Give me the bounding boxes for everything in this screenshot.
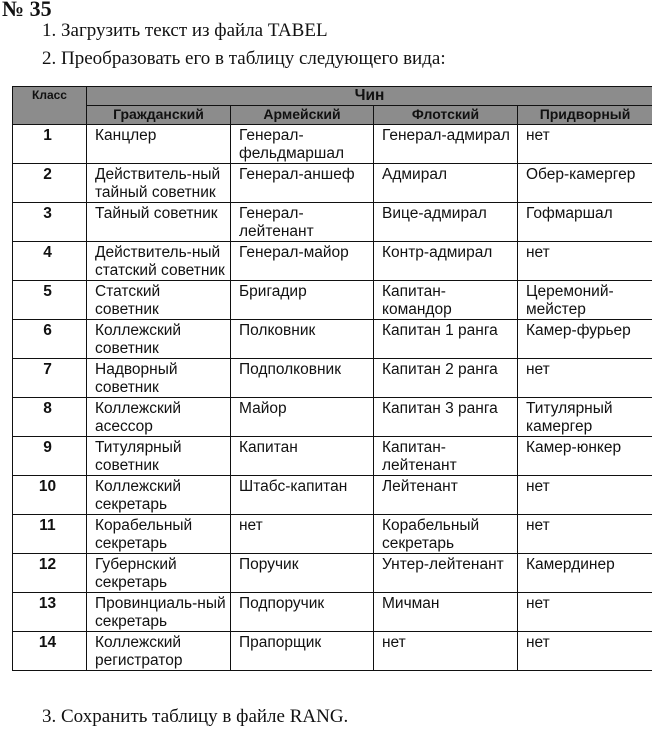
cell-court: Камер-юнкер — [518, 437, 652, 476]
cell-civil: Коллежский асессор — [87, 398, 231, 437]
cell-civil: Действитель-ный тайный советник — [87, 164, 231, 203]
cell-court: нет — [518, 515, 652, 554]
cell-cls: 11 — [13, 515, 87, 554]
cell-navy: Генерал-адмирал — [374, 125, 518, 164]
table-row — [13, 554, 652, 593]
cell-court: Гофмаршал — [518, 203, 652, 242]
cell-court: нет — [518, 242, 652, 281]
cell-court: Церемоний-мейстер — [518, 281, 652, 320]
cell-civil: Надворный советник — [87, 359, 231, 398]
cell-navy: Унтер-лейтенант — [374, 554, 518, 593]
rank-table — [12, 86, 652, 671]
cell-cls: 12 — [13, 554, 87, 593]
cell-court: нет — [518, 359, 652, 398]
table-row — [13, 515, 652, 554]
cell-civil: Губернский секретарь — [87, 554, 231, 593]
table-row — [13, 242, 652, 281]
cell-cls: 10 — [13, 476, 87, 515]
cell-navy: Капитан 3 ранга — [374, 398, 518, 437]
cell-cls: 9 — [13, 437, 87, 476]
cell-cls: 1 — [13, 125, 87, 164]
header-class: Класс — [13, 87, 87, 125]
cell-army: Капитан — [231, 437, 374, 476]
header-civil: Гражданский — [87, 106, 231, 125]
cell-cls: 3 — [13, 203, 87, 242]
cell-army: Штабс-капитан — [231, 476, 374, 515]
cell-court: Камер-фурьер — [518, 320, 652, 359]
cell-navy: Вице-адмирал — [374, 203, 518, 242]
table-row — [13, 320, 652, 359]
cell-cls: 5 — [13, 281, 87, 320]
cell-cls: 8 — [13, 398, 87, 437]
cell-navy: Мичман — [374, 593, 518, 632]
cell-navy: нет — [374, 632, 518, 671]
cell-army: Подполковник — [231, 359, 374, 398]
cell-army: Полковник — [231, 320, 374, 359]
rank-table-body — [13, 125, 652, 671]
table-row — [13, 632, 652, 671]
cell-army: Генерал-аншеф — [231, 164, 374, 203]
cell-civil: Корабельный секретарь — [87, 515, 231, 554]
cell-civil: Коллежский советник — [87, 320, 231, 359]
cell-navy: Корабельный секретарь — [374, 515, 518, 554]
table-row — [13, 359, 652, 398]
cell-court: Камердинер — [518, 554, 652, 593]
cell-civil: Тайный советник — [87, 203, 231, 242]
cell-cls: 6 — [13, 320, 87, 359]
cell-civil: Коллежский регистратор — [87, 632, 231, 671]
cell-army: Бригадир — [231, 281, 374, 320]
cell-court: Обер-камергер — [518, 164, 652, 203]
cell-navy: Капитан 2 ранга — [374, 359, 518, 398]
cell-navy: Капитан-командор — [374, 281, 518, 320]
cell-army: Генерал-лейтенант — [231, 203, 374, 242]
cell-navy: Контр-адмирал — [374, 242, 518, 281]
cell-cls: 4 — [13, 242, 87, 281]
cell-court: нет — [518, 632, 652, 671]
cell-court: Титулярный камергер — [518, 398, 652, 437]
cell-army: нет — [231, 515, 374, 554]
cell-navy: Капитан 1 ранга — [374, 320, 518, 359]
cell-army: Прапорщик — [231, 632, 374, 671]
cell-civil: Действитель-ный статский советник — [87, 242, 231, 281]
step-transform-table: 2. Преобразовать его в таблицу следующего вида: — [42, 48, 446, 69]
cell-army: Подпоручик — [231, 593, 374, 632]
cell-civil: Канцлер — [87, 125, 231, 164]
table-row — [13, 476, 652, 515]
step-load-text: 1. Загрузить текст из файла TABEL — [42, 20, 328, 41]
cell-navy: Адмирал — [374, 164, 518, 203]
cell-cls: 13 — [13, 593, 87, 632]
table-row — [13, 593, 652, 632]
problem-number: № 35 — [2, 0, 52, 21]
cell-cls: 14 — [13, 632, 87, 671]
step-save-table: 3. Сохранить таблицу в файле RANG. — [42, 706, 349, 727]
cell-army: Майор — [231, 398, 374, 437]
cell-court: нет — [518, 476, 652, 515]
header-army: Армейский — [231, 106, 374, 125]
header-rank: Чин — [87, 87, 652, 106]
cell-court: нет — [518, 125, 652, 164]
cell-civil: Провинциаль-ный секретарь — [87, 593, 231, 632]
cell-cls: 2 — [13, 164, 87, 203]
cell-army: Генерал-майор — [231, 242, 374, 281]
cell-civil: Коллежский секретарь — [87, 476, 231, 515]
cell-army: Генерал-фельдмаршал — [231, 125, 374, 164]
rank-table-header — [13, 87, 652, 125]
cell-court: нет — [518, 593, 652, 632]
header-navy: Флотский — [374, 106, 518, 125]
cell-civil: Статский советник — [87, 281, 231, 320]
cell-navy: Лейтенант — [374, 476, 518, 515]
cell-navy: Капитан-лейтенант — [374, 437, 518, 476]
table-row — [13, 437, 652, 476]
cell-civil: Титулярный советник — [87, 437, 231, 476]
table-row — [13, 125, 652, 164]
cell-army: Поручик — [231, 554, 374, 593]
table-row — [13, 203, 652, 242]
table-row — [13, 164, 652, 203]
header-court: Придворный — [518, 106, 652, 125]
table-row — [13, 398, 652, 437]
table-row — [13, 281, 652, 320]
cell-cls: 7 — [13, 359, 87, 398]
